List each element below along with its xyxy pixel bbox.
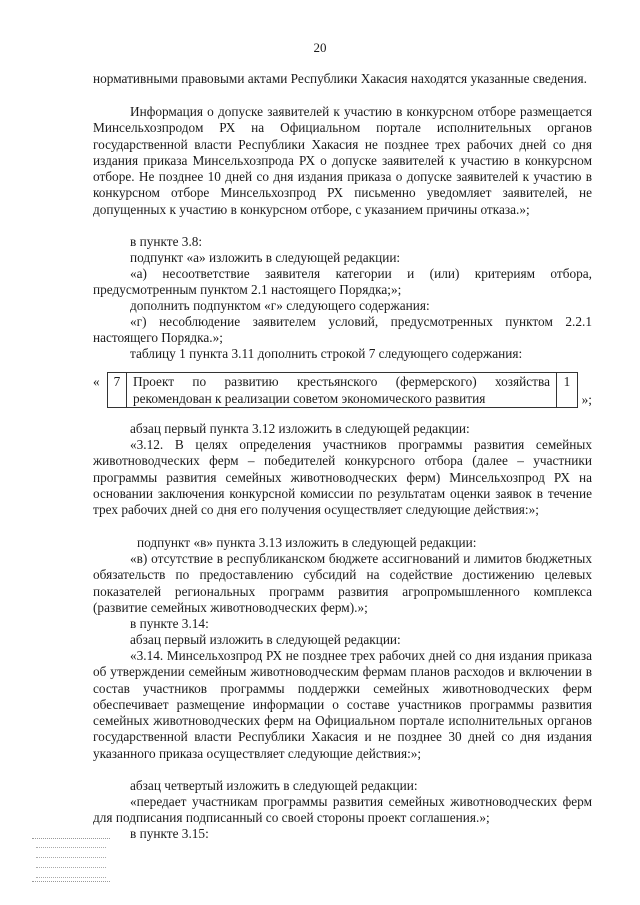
- paragraph-point-3-14: в пункте 3.14:: [130, 616, 209, 631]
- paragraph-point-3-12: абзац первый пункта 3.12 изложить в следующей редакции:: [130, 421, 470, 436]
- paragraph-continuation: нормативными правовыми актами Республики Хакасия находятся указанные сведения.: [93, 71, 587, 86]
- table-row: [93, 372, 592, 410]
- paragraph-subpoint-g-text: «г) несоблюдение заявителем условий, предусмотренных пунктом 2.2.1 настоящего Порядка.»;: [93, 314, 592, 346]
- close-quote: »;: [581, 392, 592, 407]
- paragraph-point-3-13: подпункт «в» пункта 3.13 изложить в следующей редакции:: [137, 535, 477, 550]
- paragraph-subpoint-a-text: «а) несоответствие заявителя категории и (или) критериям отбора, предусмотренным пунктом 2.1 настоящего Порядка;»;: [93, 266, 592, 298]
- paragraph-table-1: таблицу 1 пункта 3.11 дополнить строкой 7 следующего содержания:: [130, 346, 523, 361]
- paragraph-subpoint-a: подпункт «а» изложить в следующей редакции:: [130, 250, 401, 265]
- row-number-cell: 7: [107, 372, 127, 408]
- paragraph-point-3-8: в пункте 3.8:: [130, 234, 203, 249]
- paragraph-fourth-abzac-text: «передает участникам программы развития семейных животноводческих ферм для подписания подписанный со своей стороны проект соглашения.»;: [93, 794, 592, 826]
- paragraph-point-3-12-text: «3.12. В целях определения участников программы развития семейных животноводческих ферм – победителей конкурсного отбора (далее – участники программы развития семейных животноводческих ферм) Минсельхозпрод РХ на основании заключения конкурсной комиссии по результатам оценки заявок в течение трех рабочих дней со дня его получения осуществляет следующие действия:»;: [93, 437, 592, 518]
- paragraph-subpoint-v-text: «в) отсутствие в республиканском бюджете ассигнований и лимитов бюджетных обязательств по предоставлению субсидий на содействие достижению целевых показателей региональных программ развития агропромышленного комплекса (развитие семейных животноводческих ферм).»;: [93, 551, 592, 615]
- registration-stamp: [32, 838, 110, 882]
- row-value-cell: 1: [556, 372, 578, 408]
- paragraph-fourth-abzac: абзац четвертый изложить в следующей редакции:: [130, 778, 418, 793]
- paragraph-point-3-15: в пункте 3.15:: [130, 826, 209, 841]
- paragraph-point-3-14-text: «3.14. Минсельхозпрод РХ не позднее трех рабочих дней со дня издания приказа об утверждении семейным животноводческим фермам планов расходов и включении в состав участников программы поддержки семейных животноводческих ферм обеспечивает размещение информации о составе участников программы развития семейных животноводческих ферм на Официальном портале исполнительных органов государственной власти Республики Хакасия и не позднее 30 дней со дня издания указанного приказа осуществляет следующие действия:»;: [93, 648, 592, 761]
- row-text-cell: [126, 372, 557, 408]
- open-quote: «: [93, 374, 100, 389]
- page-number: 20: [313, 40, 327, 55]
- paragraph-info-publication: Информация о допуске заявителей к участию в конкурсном отборе размещается Минсельхозпродом РХ на Официальном портале исполнительных органов государственной власти Республики Хакасия не позднее трех рабочих дней со дня издания приказа Минсельхозпрода РХ о допуске заявителей к участию в конкурсном отборе. Не позднее 10 дней со дня издания приказа о допуске заявителей к участию в конкурсном отборе Минсельхозпрод РХ письменно уведомляет заявителей, не допущенных к участию в конкурсном отборе, с указанием причины отказа.»;: [93, 104, 592, 217]
- paragraph-add-subpoint-g: дополнить подпунктом «г» следующего содержания:: [130, 298, 430, 313]
- row-text-line-1: Проект по развитию крестьянского (фермерского) хозяйства: [133, 374, 550, 389]
- row-text-line-2: рекомендован к реализации советом экономического развития: [133, 391, 556, 409]
- paragraph-first-abzac: абзац первый изложить в следующей редакции:: [130, 632, 401, 647]
